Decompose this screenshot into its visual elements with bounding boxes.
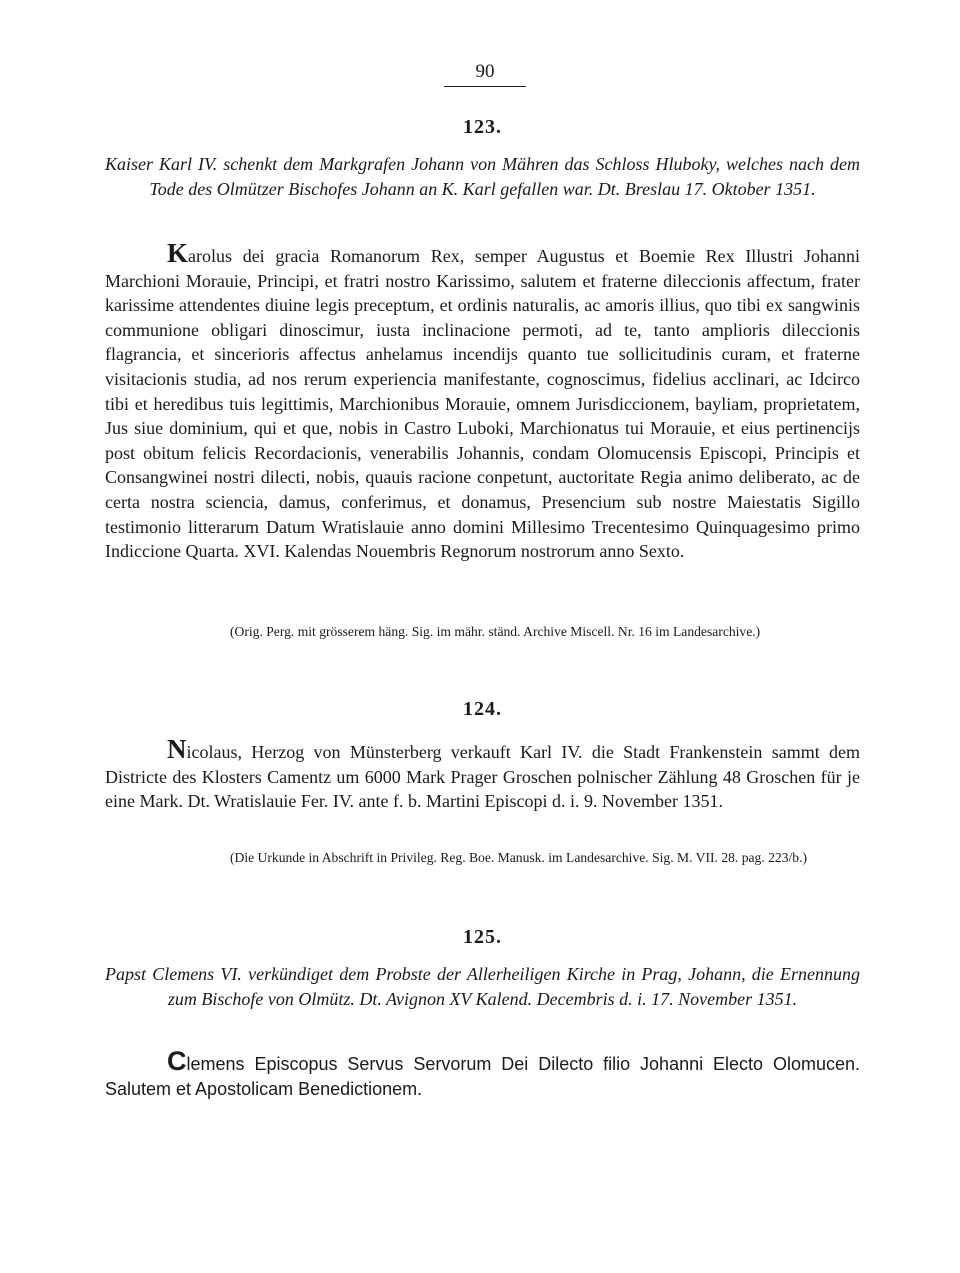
entry-123-body [105,238,860,564]
page-number: 90 [475,61,495,82]
entry-123-regest: Kaiser Karl IV. schenkt dem Markgrafen Johann von Mähren das Schloss Hluboky, welches nach dem Tode des Olmützer Bischofes Johann an K. Karl gefallen war. Dt. Breslau 17. Oktober 1351. [105,154,860,199]
entry-124-note: (Die Urkunde in Abschrift in Privileg. Reg. Boe. Manusk. im Landesarchive. Sig. M. VII. 28. pag. 223/b.) [230,850,808,865]
entry-123-initial: K [167,238,189,268]
entry-123-number: 123. [463,116,502,138]
entry-124-initial: N [167,734,187,764]
entry-125-text: lemens Episcopus Servus Servorum Dei Dilecto filio Johanni Electo Olomucen. Salutem et Apostolicam Benedictionem. [105,1054,860,1099]
entry-125-number: 125. [463,926,502,948]
page-number-rule [444,86,526,87]
entry-124-number: 124. [463,698,502,720]
entry-123-note: (Orig. Perg. mit grösserem häng. Sig. im mähr. ständ. Archive Miscell. Nr. 16 im Landesarchive.) [230,624,761,639]
entry-124-text: icolaus, Herzog von Münsterberg verkauft Karl IV. die Stadt Frankenstein sammt dem Districte des Klosters Camentz um 6000 Mark Prager Groschen polnischer Zählung 48 Groschen für je eine Mark. Dt. Wratislauie Fer. IV. ante f. b. Martini Episcopi d. i. 9. November 1351. [105,742,860,812]
entry-124-body [105,734,860,814]
entry-125-body [105,1046,860,1101]
entry-125-initial: C [167,1046,187,1076]
entry-123-text: arolus dei gracia Romanorum Rex, semper Augustus et Boemie Rex Illustri Johanni Marchioni Morauie, Principi, et fratri nostro Karissimo, salutem et fraterne dileccionis affectum, frater karissime attendentes diuine legis preceptum, et ordinis naturalis, ac amoris illius, quo tibi ex sangwinis communione obligari dinoscimur, iusta inclinacione permoti, ad te, tanto amplioris dileccionis flagrancia, et sincerioris affectus anhelamus incendijs quanto tue sollicitudinis curam, et fraterne visitacionis studia, ad nos rerum experiencia manifestante, cognoscimus, fidelius acclinari, ac Idcirco tibi et heredibus tuis legittimis, Marchionibus Morauie, omnem Jurisdiccionem, bayliam, proprietatem, Jus siue dominium, qui et que, nobis in Castro Luboki, Marchionatus tui Morauie, et eius pertinencijs post obitum felicis Recordacionis, venerabilis Johannis, condam Olomucensis Episcopi, Principis et Consangwinei nostri dilecti, nobis, quauis racione conpetunt, auctoritate Regia animo deliberato, ac de certa nostra sciencia, damus, conferimus, et donamus, Presencium sub nostre Maiestatis Sigillo testimonio litterarum Datum Wratislauie anno domini Millesimo Trecentesimo Quinquagesimo primo Indiccione Quarta. XVI. Kalendas Nouembris Regnorum nostrorum anno Sexto. [105,246,860,562]
entry-125-regest: Papst Clemens VI. verkündiget dem Probste der Allerheiligen Kirche in Prag, Johann, die Ernennung zum Bischofe von Olmütz. Dt. Avignon XV Kalend. Decembris d. i. 17. November 1351. [105,964,860,1009]
